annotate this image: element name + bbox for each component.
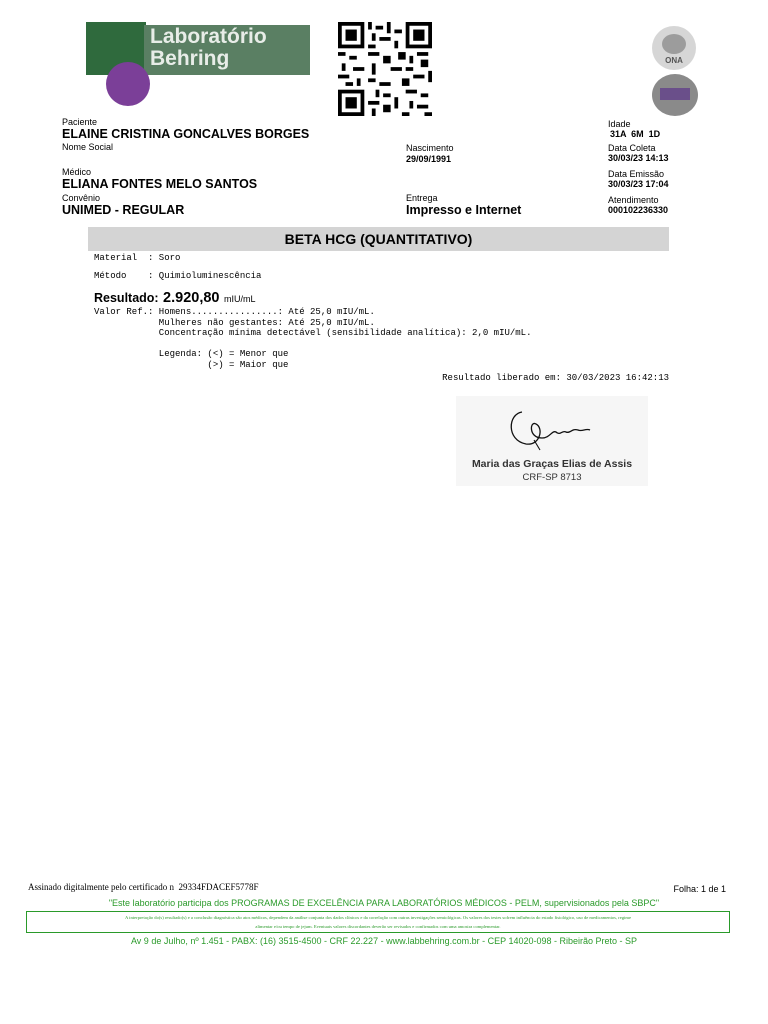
birth-label: Nascimento <box>406 143 454 153</box>
result-label: Resultado: <box>94 291 159 305</box>
page-number: Folha: 1 de 1 <box>673 884 726 894</box>
patient-name: ELAINE CRISTINA GONCALVES BORGES <box>62 127 310 141</box>
collect-date-label: Data Coleta <box>608 143 656 153</box>
service-number-label: Atendimento <box>608 195 659 205</box>
reference-line: Mulheres não gestantes: Até 25,0 mIU/mL. <box>94 317 375 328</box>
logo-text-line2: Behring <box>150 47 230 70</box>
reference-values <box>94 307 531 370</box>
result-released: Resultado liberado em: 30/03/2023 16:42:13 <box>442 373 669 383</box>
lab-address: Av 9 de Julho, nº 1.451 - PABX: (16) 3515-4500 - CRF 22.227 - www.labbehring.com.br - CEP 14020-098 - Ribeirão Preto - SP <box>130 936 638 946</box>
signer-name: Maria das Graças Elias de Assis <box>471 458 633 470</box>
disclaimer-line: alimentar e/ou tempo de jejum. Eventuais valores discordantes deverão ser revisados e confirmados com uma amostra complementar. <box>255 924 501 929</box>
patient-label: Paciente <box>62 117 98 127</box>
result-unit: mIU/mL <box>223 294 256 304</box>
service-number-value: 000102236330 <box>608 205 669 215</box>
legend-line: Legenda: (<) = Menor que <box>94 349 289 359</box>
handwritten-signature <box>500 402 600 452</box>
delivery-label: Entrega <box>406 193 438 203</box>
lab-logo <box>86 22 310 106</box>
disclaimer-line: A interpretação do(s) resultado(s) e a conclusão diagnóstica são atos médicos, dependem da análise conjunta dos dados clínicos e da correlação com outras investigações semiológicas. Os valores dos testes sofrem influência do estado fisiológico, uso de medicamentos, regime <box>124 915 632 920</box>
logo-purple-circle-icon <box>106 62 150 106</box>
social-name-label: Nome Social <box>62 142 114 152</box>
ona-accreditation-seal <box>652 26 696 70</box>
material-line: Material : Soro <box>94 253 181 263</box>
emission-date-value: 30/03/23 17:04 <box>608 179 669 189</box>
insurance-label: Convênio <box>62 193 101 203</box>
birth-value: 29/09/1991 <box>406 154 452 164</box>
reference-line: Valor Ref.: Homens................: Até 25,0 mIU/mL. <box>94 307 375 317</box>
qr-code[interactable] <box>336 22 434 116</box>
logo-text-line1: Laboratório <box>150 25 267 48</box>
reference-line: Concentração mínima detectável (sensibilidade analítica): 2,0 mIU/mL. <box>94 328 532 338</box>
emission-date-label: Data Emissão <box>608 169 665 179</box>
ona-seal-text: ONA <box>665 56 683 65</box>
disclaimer-box <box>26 911 730 933</box>
quality-seal-inner-icon <box>660 88 690 100</box>
result-row <box>94 289 255 308</box>
doctor-name: ELIANA FONTES MELO SANTOS <box>62 177 258 191</box>
insurance-value: UNIMED - REGULAR <box>62 203 185 217</box>
quality-program-note: "Este laboratório participa dos PROGRAMAS DE EXCELÊNCIA PARA LABORATÓRIOS MÉDICOS - PELM, supervisionados pela SBPC" <box>108 898 660 908</box>
ona-seal-inner-icon <box>662 34 686 54</box>
method-line: Método : Quimioluminescência <box>94 271 262 281</box>
exam-title: BETA HCG (QUANTITATIVO) <box>284 231 473 247</box>
reference-line <box>94 339 531 350</box>
exam-title-bar <box>88 227 669 251</box>
digital-certificate: Assinado digitalmente pelo certificado n 29334FDACEF5778F <box>28 882 259 892</box>
delivery-value: Impresso e Internet <box>406 203 522 217</box>
age-label: Idade <box>608 119 631 129</box>
legend-line: (>) = Maior que <box>94 359 289 370</box>
quality-seal-icon <box>652 74 698 116</box>
result-value: 2.920,80 <box>163 290 220 306</box>
doctor-label: Médico <box>62 167 92 177</box>
collect-date-value: 30/03/23 14:13 <box>608 153 669 163</box>
signer-registry: CRF-SP 8713 <box>522 472 582 483</box>
age-value: 31A 6M 1D <box>610 129 661 139</box>
signature-block <box>456 396 648 486</box>
